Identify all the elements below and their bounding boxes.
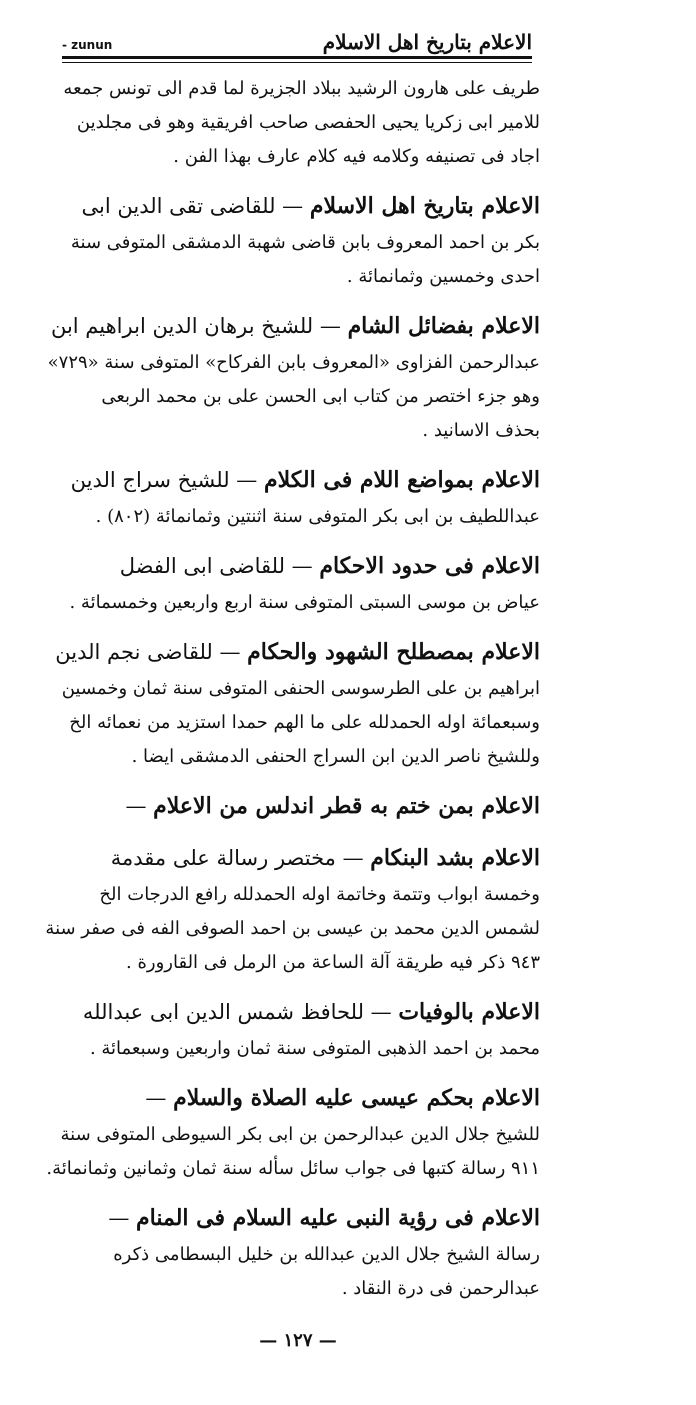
entry-line: عياض بن موسى السبتى المتوفى سنة اربع واربعين وخمسمائة .	[69, 592, 540, 613]
entry-line: بكر بن احمد المعروف بابن قاضى شهبة الدمشقى المتوفى سنة	[70, 232, 540, 253]
entry-title: الاعلام فى رؤية النبى عليه السلام فى المنام	[136, 1205, 540, 1231]
entry	[47, 306, 540, 448]
entry-line: اجاد فى تصنيفه وكلامه فيه كلام عارف بهذا الفن .	[173, 146, 540, 167]
entry-line: عبداللطيف بن ابى بكر المتوفى سنة اثنتين وثمانمائة (٨٠٢) .	[95, 506, 540, 527]
header-rule-thin	[62, 62, 532, 63]
entry-line: وللشيخ ناصر الدين ابن السراج الحنفى الدمشقى ايضا .	[131, 746, 540, 767]
entry-author-intro: — للحافظ شمس الدين ابى عبدالله	[82, 1000, 392, 1024]
entry-line: ابراهيم بن على الطرسوسى الحنفى المتوفى سنة ثمان وخمسين	[61, 678, 540, 699]
entry-line: رسالة الشيخ جلال الدين عبدالله بن خليل البسطامى ذكره	[113, 1244, 540, 1265]
entry-line: محمد بن احمد الذهبى المتوفى سنة ثمان واربعين وسبعمائة .	[89, 1038, 540, 1059]
entry-title: الاعلام بالوفيات	[398, 999, 540, 1025]
entry-line: للامير ابى زكريا يحيى الحفصى صاحب افريقية وهو فى مجلدين	[76, 112, 540, 133]
entry-line: وهو جزء اختصر من كتاب ابى الحسن على بن محمد الربعى	[101, 386, 540, 407]
entry-line: طريف على هارون الرشيد ببلاد الجزيرة لما قدم الى تونس جمعه	[63, 78, 540, 99]
entry-author-intro: —	[145, 1086, 167, 1110]
page-header	[62, 26, 532, 56]
entry-line: احدى وخمسين وثمانمائة .	[346, 266, 540, 287]
entry-line: وسبعمائة اوله الحمدلله على ما الهم حمدا استزيد من نعمائه الخ	[69, 712, 540, 733]
entry-heading	[70, 186, 540, 226]
entry	[63, 72, 540, 174]
entry-heading	[70, 992, 540, 1032]
entry-title: الاعلام بحكم عيسى عليه الصلاة والسلام	[173, 1085, 540, 1111]
entry	[45, 838, 540, 980]
entry-heading	[70, 460, 540, 500]
entry-line: للشيخ جلال الدين عبدالرحمن بن ابى بكر السيوطى المتوفى سنة	[60, 1124, 540, 1145]
entry-author-intro: — للقاضى نجم الدين	[55, 640, 241, 664]
entry-author-intro: — للشيخ سراج الدين	[70, 468, 258, 492]
entry-author-intro: — مختصر رسالة على مقدمة	[110, 846, 364, 870]
entry-heading	[70, 546, 540, 586]
entry	[70, 786, 540, 826]
entry-title: الاعلام فى حدود الاحكام	[319, 553, 540, 579]
entry	[46, 1078, 540, 1186]
entry	[70, 186, 540, 294]
entry-line: عبدالرحمن الفزاوى «المعروف بابن الفركاح» المتوفى سنة «٧٢٩»	[47, 352, 540, 373]
header-rule-thick	[62, 56, 532, 59]
entry	[70, 992, 540, 1066]
page-number: — ١٢٧ —	[259, 1330, 337, 1351]
entry-title: الاعلام بمواضع اللام فى الكلام	[263, 467, 540, 493]
entry-title: الاعلام بمن ختم به قطر اندلس من الاعلام	[153, 793, 540, 819]
entry-author-intro: —	[108, 1206, 130, 1230]
entry-title: الاعلام بمصطلح الشهود والحكام	[247, 639, 540, 665]
entry-heading	[70, 838, 540, 878]
entry-heading	[70, 786, 540, 826]
entry-line: ٩٤٣ ذكر فيه طريقة آلة الساعة من الرمل فى القارورة .	[126, 952, 540, 973]
entry-author-intro: — للقاضى تقى الدين ابى	[81, 194, 304, 218]
entry	[70, 546, 540, 620]
page-body	[45, 72, 540, 1318]
entry	[55, 632, 540, 774]
entry-author-intro: — للقاضى ابى الفضل	[119, 554, 313, 578]
entry-heading	[50, 306, 540, 346]
entry-heading	[70, 1078, 540, 1118]
entry-title: الاعلام بفضائل الشام	[347, 313, 540, 339]
entry-author-intro: — للشيخ برهان الدين ابراهيم ابن	[50, 314, 341, 338]
entry-title: الاعلام بتاريخ اهل الاسلام	[309, 193, 540, 219]
entry-author-intro: —	[125, 794, 147, 818]
header-left-tag: - zunun	[62, 38, 113, 52]
entry-line: وخمسة ابواب وتتمة وخاتمة اوله الحمدلله رافع الدرجات الخ	[99, 884, 540, 905]
running-title: الاعلام بتاريخ اهل الاسلام	[322, 30, 532, 54]
entry-line: لشمس الدين محمد بن عيسى بن احمد الصوفى الفه فى صفر سنة	[45, 918, 540, 939]
entry	[70, 460, 540, 534]
entry-line: عبدالرحمن فى درة النقاد .	[341, 1278, 540, 1299]
entry-line: بحذف الاسانيد .	[422, 420, 540, 441]
entry-title: الاعلام بشد البنكام	[370, 845, 540, 871]
entry-heading	[70, 1198, 540, 1238]
entry-line: ٩١١ رسالة كتبها فى جواب سائل سأله سنة ثمان وثمانين وثمانمائة.	[46, 1158, 540, 1179]
entry	[70, 1198, 540, 1306]
entry-heading	[55, 632, 540, 672]
